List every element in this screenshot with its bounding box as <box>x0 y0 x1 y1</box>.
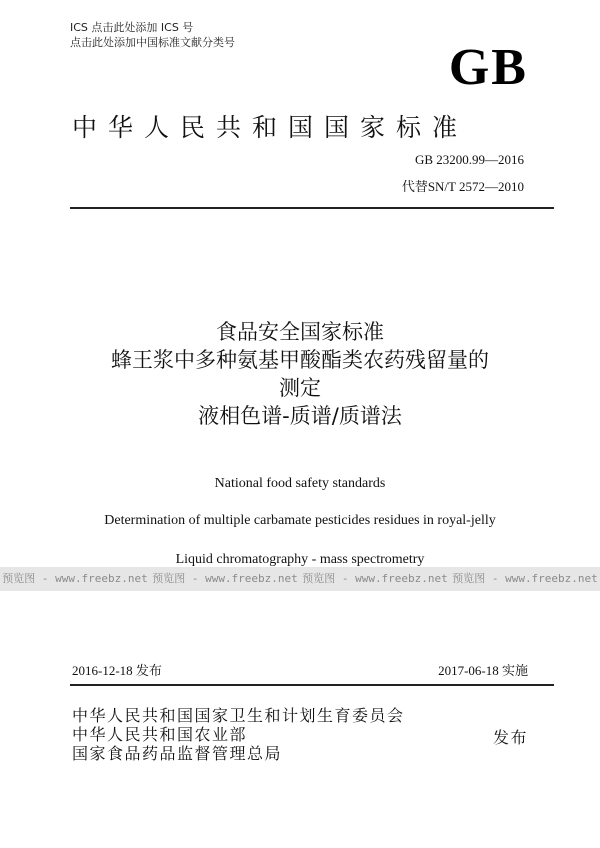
watermark-banner <box>0 567 600 591</box>
issuer-2: 中华人民共和国农业部 <box>72 725 248 744</box>
watermark-item: 预览图 - www.freebz.net <box>152 572 298 585</box>
watermark-item: 预览图 - www.freebz.net <box>2 572 148 585</box>
class-line: 点击此处添加中国标准文献分类号 <box>70 36 235 49</box>
watermark-item: 预览图 - www.freebz.net <box>452 572 598 585</box>
issuer-3: 国家食品药品监督管理总局 <box>72 744 283 763</box>
bottom-divider <box>70 684 554 686</box>
issuer-1: 中华人民共和国国家卫生和计划生育委员会 <box>72 706 405 725</box>
gb-logo: GB <box>448 39 528 96</box>
title-line-1: 食品安全国家标准 <box>216 320 384 344</box>
issue-date: 2016-12-18 发布 <box>72 663 162 678</box>
title-line-4: 液相色谱-质谱/质谱法 <box>198 404 402 428</box>
publish-label: 发布 <box>492 728 528 747</box>
main-title <box>0 318 600 430</box>
title-line-3: 测定 <box>279 376 321 400</box>
english-title-1: National food safety standards <box>214 476 386 491</box>
replaces-code: 代替SN/T 2572—2010 <box>401 179 524 194</box>
watermark-item: 预览图 - www.freebz.net <box>302 572 448 585</box>
ics-line: ICS 点击此处添加 ICS 号 <box>70 21 194 34</box>
top-divider <box>70 207 554 209</box>
effective-date: 2017-06-18 实施 <box>438 663 528 678</box>
classification-codes <box>70 20 235 50</box>
standard-code: GB 23200.99—2016 <box>414 152 524 167</box>
english-title-3: Liquid chromatography - mass spectrometry <box>175 552 425 567</box>
issuing-bodies <box>72 706 405 763</box>
title-line-2: 蜂王浆中多种氨基甲酸酯类农药残留量的 <box>111 348 489 372</box>
english-title-2: Determination of multiple carbamate pesticides residues in royal-jelly <box>104 513 496 528</box>
standard-title: 中华人民共和国国家标准 <box>72 113 469 142</box>
